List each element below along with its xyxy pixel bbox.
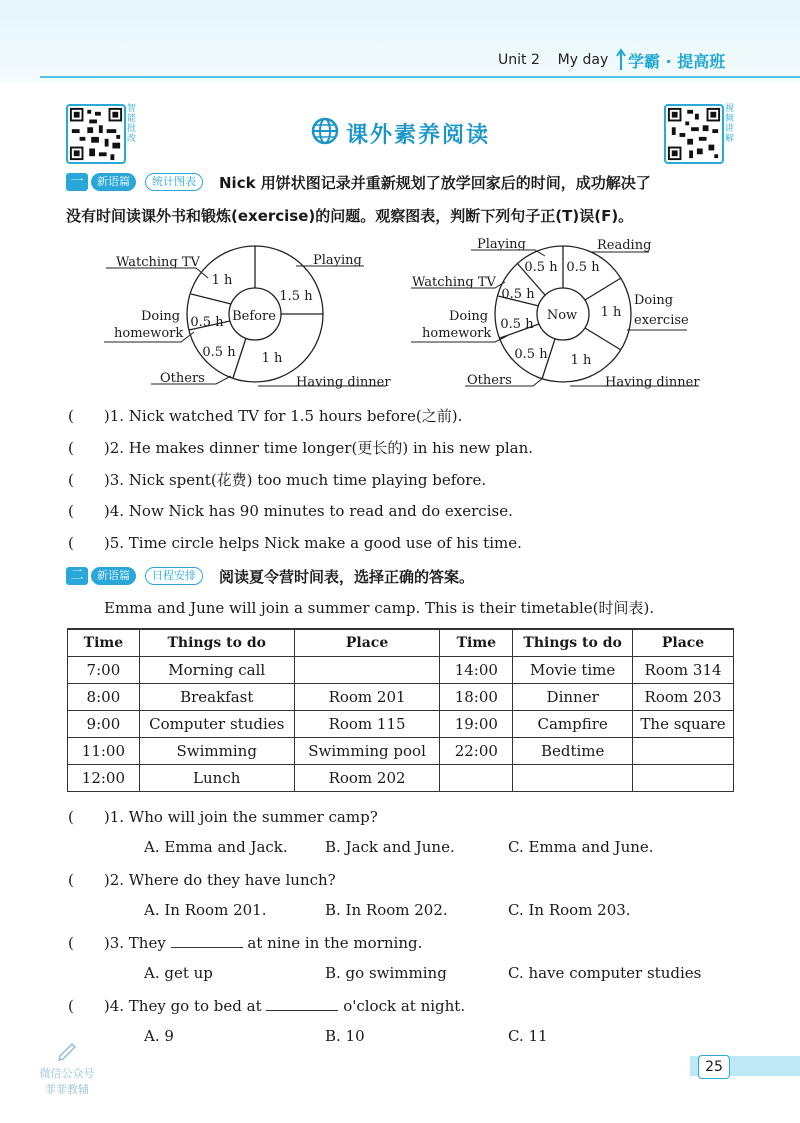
table-row	[68, 711, 734, 738]
option-a: A. In Room 201.	[144, 901, 267, 919]
question-item: ( )2. He makes dinner time longer(更长的) in his new plan.	[68, 439, 534, 457]
legend-label: Doing	[634, 293, 674, 308]
section-subtag: 统计图表	[145, 173, 203, 191]
qr-left-caption: 智能批改	[127, 104, 137, 144]
pie-chart-now	[405, 236, 705, 392]
table-cell: Morning call	[139, 657, 294, 684]
qr-code-icon	[68, 106, 124, 162]
table-cell: 11:00	[68, 738, 140, 765]
table-row	[68, 657, 734, 684]
unit-label: Unit 2 My day	[498, 52, 609, 68]
option-c: C. 11	[508, 1027, 548, 1045]
column-header: Things to do	[513, 629, 633, 657]
table-cell: Swimming pool	[294, 738, 440, 765]
table-cell: 14:00	[440, 657, 513, 684]
table-cell: 19:00	[440, 711, 513, 738]
watermark	[22, 1040, 112, 1098]
section-tag: 新语篇	[91, 173, 136, 191]
segment-value: 0.5 h	[202, 345, 236, 360]
table-cell: Room 202	[294, 765, 440, 792]
legend-label: Others	[160, 371, 205, 386]
table-row	[68, 684, 734, 711]
table-cell: Room 201	[294, 684, 440, 711]
option-a: A. Emma and Jack.	[144, 838, 288, 856]
pie-chart-before	[96, 236, 396, 392]
qr-code-right[interactable]	[664, 104, 724, 164]
segment-value: 0.5 h	[514, 347, 548, 362]
legend-label: exercise	[634, 313, 689, 328]
section-instruction: Nick 用饼状图记录并重新规划了放学回家后的时间，成功解决了	[219, 174, 651, 192]
section-tag: 新语篇	[91, 567, 136, 585]
page-title: 课外素养阅读	[346, 123, 491, 148]
table-cell	[513, 765, 633, 792]
chart-center-label: Now	[546, 308, 578, 323]
option-a: A. get up	[144, 964, 213, 982]
table-cell: Swimming	[139, 738, 294, 765]
option-b: B. 10	[325, 1027, 365, 1045]
answer-blank[interactable]	[266, 996, 338, 1011]
table-cell: 18:00	[440, 684, 513, 711]
legend-label: Others	[467, 373, 512, 388]
table-cell: Room 314	[633, 657, 734, 684]
legend-label: Reading	[597, 238, 652, 253]
question-item: ( )1. Nick watched TV for 1.5 hours before(之前).	[68, 407, 463, 425]
table-cell: Dinner	[513, 684, 633, 711]
globe-icon	[310, 116, 340, 146]
option-b: B. In Room 202.	[325, 901, 448, 919]
column-header: Time	[68, 629, 140, 657]
segment-value: 1 h	[570, 353, 592, 368]
table-cell	[633, 765, 734, 792]
table-row	[68, 738, 734, 765]
segment-value: 0.5 h	[566, 260, 600, 275]
table-cell: Movie time	[513, 657, 633, 684]
qr-code-icon	[666, 106, 722, 162]
brand-label: 学霸 · 提高班	[628, 52, 726, 71]
segment-value: 0.5 h	[524, 260, 558, 275]
table-cell: Room 203	[633, 684, 734, 711]
table-cell	[294, 657, 440, 684]
legend-label: Playing	[477, 237, 526, 252]
legend-label: Having dinner	[605, 375, 700, 390]
segment-value: 0.5 h	[500, 317, 534, 332]
watermark-line: 菲菲教辅	[45, 1083, 89, 1096]
table-cell	[633, 738, 734, 765]
table-cell: Bedtime	[513, 738, 633, 765]
table-cell: 9:00	[68, 711, 140, 738]
option-c: C. In Room 203.	[508, 901, 631, 919]
header-rule	[40, 76, 800, 78]
legend-label: homework	[422, 326, 492, 341]
section-number: 一	[66, 173, 88, 191]
table-cell: 7:00	[68, 657, 140, 684]
section-instruction-cont: 没有时间读课外书和锻炼(exercise)的问题。观察图表，判断下列句子正(T)误(F)。	[66, 207, 634, 225]
option-a: A. 9	[144, 1027, 174, 1045]
segment-value: 1 h	[211, 273, 233, 288]
table-cell: Campfire	[513, 711, 633, 738]
segment-value: 0.5 h	[501, 287, 535, 302]
timetable	[67, 628, 734, 792]
question-item: ( )3. Nick spent(花费) too much time playing before.	[68, 471, 487, 489]
option-c: C. have computer studies	[508, 964, 702, 982]
question-item: ( )5. Time circle helps Nick make a good use of his time.	[68, 534, 522, 552]
table-row	[68, 765, 734, 792]
question-stem: ( )3. They	[68, 934, 166, 952]
table-cell: Room 115	[294, 711, 440, 738]
table-cell: 12:00	[68, 765, 140, 792]
qr-right-caption: 视频讲解	[725, 104, 735, 144]
table-cell: 22:00	[440, 738, 513, 765]
question-stem: at nine in the morning.	[247, 934, 423, 952]
watermark-line: 微信公众号	[39, 1067, 95, 1080]
segment-value: 0.5 h	[190, 315, 224, 330]
qr-code-left[interactable]	[66, 104, 126, 164]
column-header: Place	[294, 629, 440, 657]
question-stem: o'clock at night.	[343, 997, 466, 1015]
table-cell: The square	[633, 711, 734, 738]
section-number: 二	[66, 567, 88, 585]
legend-label: Watching TV	[116, 255, 200, 270]
legend-label: Watching TV	[412, 275, 496, 290]
question-item	[68, 995, 465, 1016]
question-stem: ( )4. They go to bed at	[68, 997, 262, 1015]
question-item	[68, 932, 422, 953]
column-header: Place	[633, 629, 734, 657]
section-instruction: 阅读夏令营时间表，选择正确的答案。	[219, 568, 475, 586]
question-item: ( )4. Now Nick has 90 minutes to read and do exercise.	[68, 502, 513, 520]
table-cell: 8:00	[68, 684, 140, 711]
table-cell: Lunch	[139, 765, 294, 792]
legend-label: Playing	[313, 253, 362, 268]
column-header: Time	[440, 629, 513, 657]
arrow-up-icon	[615, 48, 627, 70]
option-b: B. go swimming	[325, 964, 447, 982]
legend-label: Doing	[141, 309, 181, 324]
legend-label: Doing	[449, 309, 489, 324]
legend-label: Having dinner	[296, 375, 391, 390]
table-cell: Breakfast	[139, 684, 294, 711]
intro-text: Emma and June will join a summer camp. This is their timetable(时间表).	[104, 599, 655, 617]
segment-value: 1 h	[600, 305, 622, 320]
table-cell: Computer studies	[139, 711, 294, 738]
legend-label: homework	[114, 326, 184, 341]
page-number: 25	[698, 1055, 730, 1079]
section-subtag: 日程安排	[145, 567, 203, 585]
table-header-row	[68, 629, 734, 657]
pen-icon	[55, 1040, 79, 1064]
question-item: ( )1. Who will join the summer camp?	[68, 808, 378, 826]
segment-value: 1 h	[261, 351, 283, 366]
chart-center-label: Before	[232, 309, 276, 324]
table-cell	[440, 765, 513, 792]
option-c: C. Emma and June.	[508, 838, 654, 856]
question-item: ( )2. Where do they have lunch?	[68, 871, 336, 889]
column-header: Things to do	[139, 629, 294, 657]
option-b: B. Jack and June.	[325, 838, 455, 856]
answer-blank[interactable]	[171, 933, 243, 948]
segment-value: 1.5 h	[279, 289, 313, 304]
